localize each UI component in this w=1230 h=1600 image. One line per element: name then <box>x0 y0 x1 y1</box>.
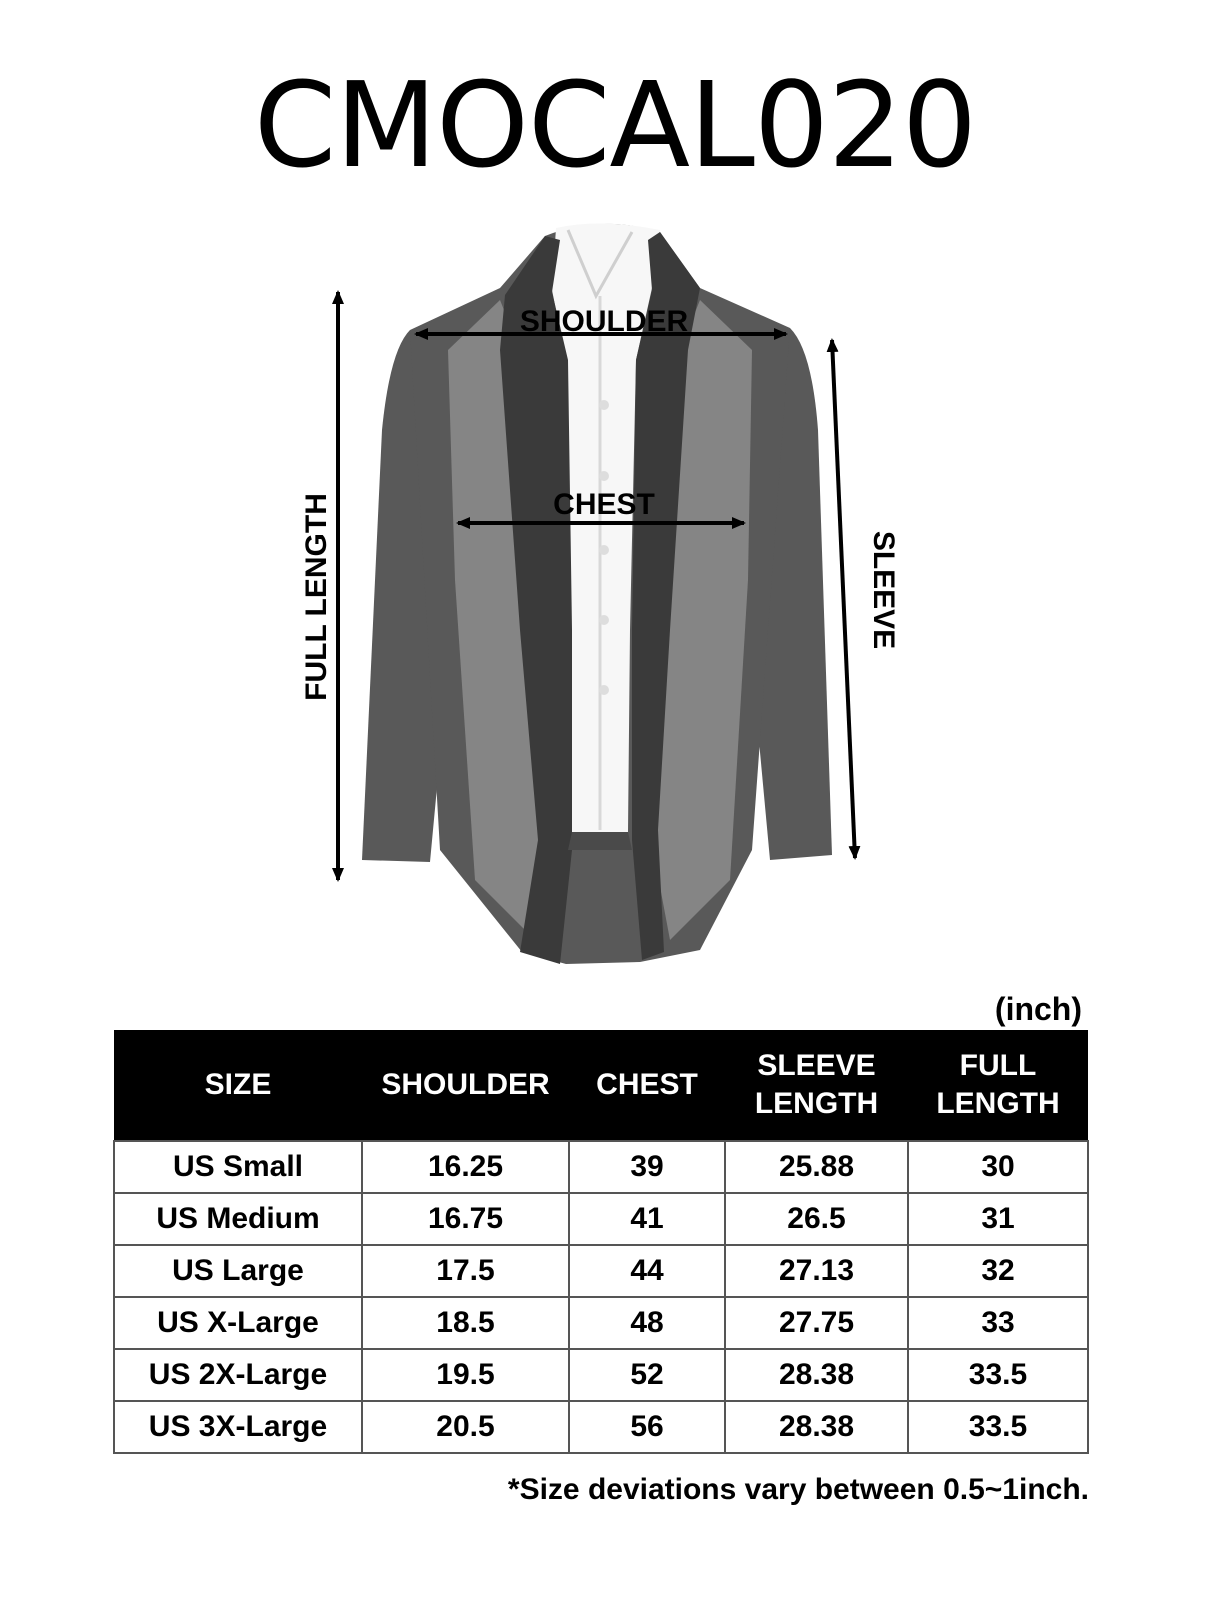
chest-cell: 48 <box>569 1297 725 1349</box>
header-size: SIZE <box>114 1030 362 1141</box>
table-row <box>114 1193 1088 1245</box>
chest-label: CHEST <box>553 488 655 521</box>
chest-cell: 56 <box>569 1401 725 1453</box>
table-row <box>114 1141 1088 1193</box>
sleeve-length-cell: 27.13 <box>725 1245 908 1297</box>
size-cell: US Small <box>114 1141 362 1193</box>
chest-cell: 41 <box>569 1193 725 1245</box>
shoulder-cell: 16.75 <box>362 1193 569 1245</box>
size-deviation-footnote: *Size deviations vary between 0.5~1inch. <box>507 1473 1089 1506</box>
full-length-cell: 33.5 <box>908 1349 1088 1401</box>
header-shoulder: SHOULDER <box>362 1030 569 1141</box>
full-length-cell: 31 <box>908 1193 1088 1245</box>
full-length-cell: 32 <box>908 1245 1088 1297</box>
full-length-label: FULL LENGTH <box>300 493 333 701</box>
header-full-length: FULL LENGTH <box>908 1030 1088 1141</box>
chest-cell: 52 <box>569 1349 725 1401</box>
size-cell: US Medium <box>114 1193 362 1245</box>
table-row <box>114 1245 1088 1297</box>
shoulder-cell: 17.5 <box>362 1245 569 1297</box>
shoulder-label: SHOULDER <box>519 305 689 338</box>
full-length-cell: 30 <box>908 1141 1088 1193</box>
shirt-button <box>599 471 609 481</box>
header-chest: CHEST <box>569 1030 725 1141</box>
table-row <box>114 1349 1088 1401</box>
shirt-button <box>599 685 609 695</box>
sleeve-length-cell: 28.38 <box>725 1401 908 1453</box>
sleeve-length-cell: 26.5 <box>725 1193 908 1245</box>
shoulder-cell: 19.5 <box>362 1349 569 1401</box>
chest-cell: 39 <box>569 1141 725 1193</box>
shirt-button <box>599 400 609 410</box>
product-code-title: CMOCAL020 <box>253 56 977 194</box>
full-length-cell: 33.5 <box>908 1401 1088 1453</box>
full-length-cell: 33 <box>908 1297 1088 1349</box>
sleeve-length-cell: 25.88 <box>725 1141 908 1193</box>
unit-label: (inch) <box>994 991 1082 1027</box>
shirt-button <box>599 545 609 555</box>
size-chart-table <box>113 1030 1089 1454</box>
sleeve-label: SLEEVE <box>867 530 900 650</box>
size-cell: US 2X-Large <box>114 1349 362 1401</box>
shoulder-cell: 20.5 <box>362 1401 569 1453</box>
chest-cell: 44 <box>569 1245 725 1297</box>
shoulder-cell: 16.25 <box>362 1141 569 1193</box>
hem-shadow <box>568 832 632 850</box>
sleeve-length-cell: 28.38 <box>725 1349 908 1401</box>
header-sleeve-length: SLEEVE LENGTH <box>725 1030 908 1141</box>
shirt-button <box>599 615 609 625</box>
garment-diagram <box>0 200 1230 990</box>
shoulder-cell: 18.5 <box>362 1297 569 1349</box>
size-cell: US X-Large <box>114 1297 362 1349</box>
table-row <box>114 1297 1088 1349</box>
sleeve-arrow <box>832 340 855 858</box>
cardigan-measurement-illustration <box>0 200 1230 990</box>
sleeve-length-cell: 27.75 <box>725 1297 908 1349</box>
size-cell: US 3X-Large <box>114 1401 362 1453</box>
table-row <box>114 1401 1088 1453</box>
size-cell: US Large <box>114 1245 362 1297</box>
table-header-row <box>114 1030 1088 1141</box>
